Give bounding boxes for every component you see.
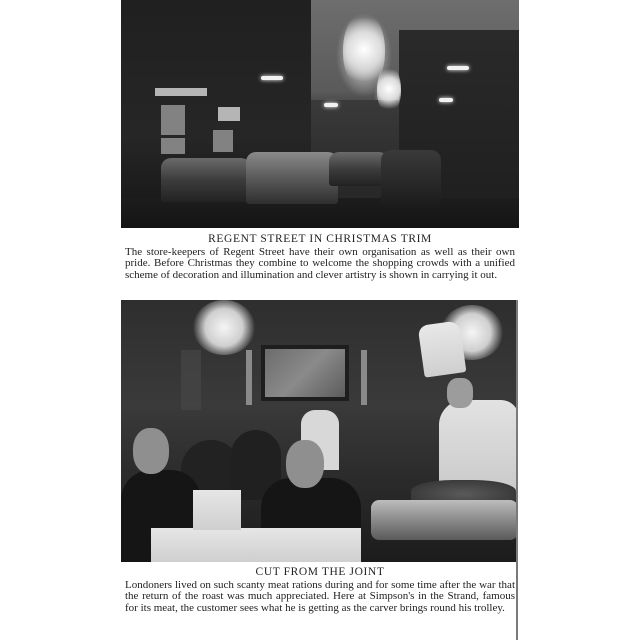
- car: [381, 150, 441, 205]
- diner-face: [286, 440, 324, 488]
- caption-title: REGENT STREET IN CHRISTMAS TRIM: [208, 233, 432, 245]
- tablecloth: [193, 490, 241, 530]
- wall-painting: [261, 345, 349, 401]
- street-lamp: [439, 98, 453, 102]
- street-lamp: [324, 103, 338, 107]
- street-lamp: [447, 66, 469, 70]
- dining-table: [151, 528, 361, 562]
- caption-body: The store-keepers of Regent Street have their own organisation as well as their own pride. Before Christmas they combine to welcome the shopping crowds with a unified scheme of decoration and illumination and clever artistry is shown in carrying it out.: [125, 246, 515, 281]
- simpsons-caption: [125, 565, 515, 614]
- street-lamp: [261, 76, 283, 80]
- chandelier: [193, 300, 255, 355]
- caption-title: CUT FROM THE JOINT: [255, 566, 385, 578]
- pillar: [361, 350, 367, 405]
- carving-trolley: [371, 500, 518, 540]
- car: [246, 152, 338, 204]
- car: [329, 152, 389, 186]
- shop-window: [213, 130, 233, 152]
- page-edge: [516, 300, 518, 640]
- caption-body: Londoners lived on such scanty meat rations during and for some time after the war that the return of the roast was much appreciated. Here at Simpson's in the Strand, famous for its meat, the customer sees what he is getting as the carver brings round his trolley.: [125, 579, 515, 614]
- pillar: [246, 350, 252, 405]
- shop-sign: [155, 88, 207, 96]
- car: [161, 158, 251, 202]
- shop-sign: [218, 107, 240, 121]
- shop-window: [161, 105, 185, 135]
- chef-face: [447, 378, 473, 408]
- regent-street-photo: [121, 0, 519, 228]
- simpsons-restaurant-photo: [121, 300, 518, 562]
- regent-street-caption: [125, 232, 515, 281]
- diner-face: [133, 428, 169, 474]
- chef-hat: [418, 320, 467, 377]
- wood-panel: [181, 350, 201, 410]
- chandelier-decoration-small: [377, 65, 401, 113]
- shop-window: [161, 138, 185, 154]
